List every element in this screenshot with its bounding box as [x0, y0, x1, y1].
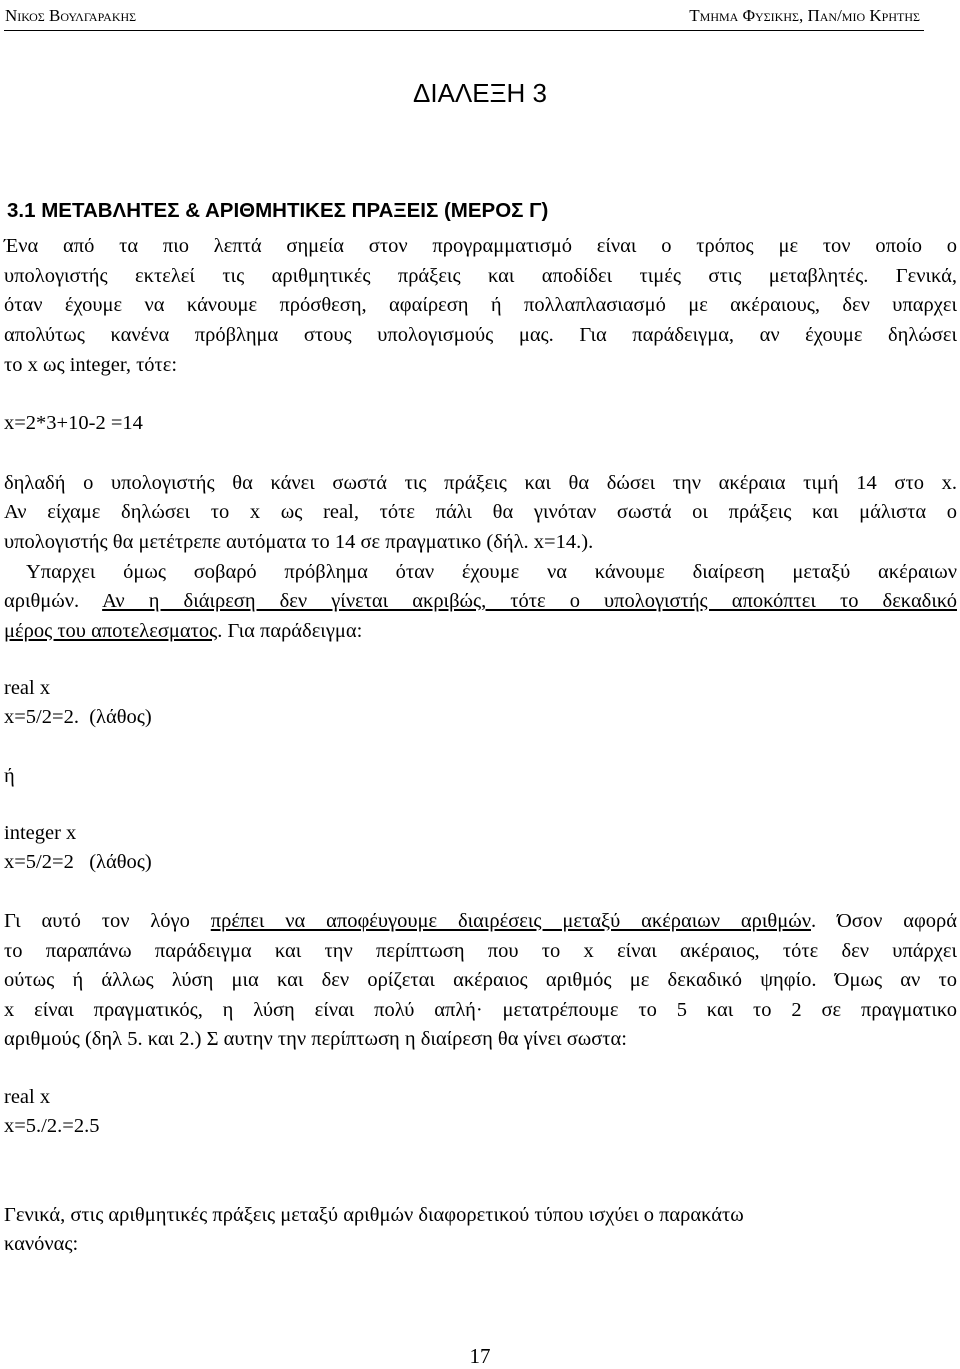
division-rule: πρέπει να αποφέυγουμε διαιρέσεις μεταξύ ακέραιων αριθμών — [210, 910, 811, 932]
para1-line-2: υπολογιστής εκτελεί τις αριθμητικές πράξεις και αποδίδει τιμές στις μεταβλητές. Γενικά, — [4, 265, 957, 287]
para3-start: Γι αυτό τον λόγο — [4, 910, 211, 932]
para2-line-6 — [4, 620, 362, 643]
para2-line-3: υπολογιστής θα μετέτρεπε αυτόματα το 14 σε πραγματικο (δήλ. x=14.). — [4, 531, 594, 553]
truncation-rule-part-2: μέρος του αποτελεσματος — [4, 620, 218, 642]
para3-line-4: x είναι πραγματικός, η λύση είναι πολύ απλή· μετατρέπουμε το 5 και το 2 σε πραγματικο — [4, 999, 957, 1021]
lecture-title: ΔΙΑΛΕΞΗ 3 — [413, 78, 547, 108]
para4-line-2: κανόνας: — [4, 1233, 79, 1255]
header-rule — [4, 30, 924, 31]
code1-line-2: x=5/2=2. (λάθος) — [4, 706, 152, 728]
page-number: 17 — [469, 1344, 491, 1368]
para2-line-4: Υπαρχει όμως σοβαρό πρόβλημα όταν έχουμε να κάνουμε διαίρεση μεταξύ ακέραιων — [26, 561, 957, 583]
para3-line-2: το παραπάνω παράδειγμα και την περίπτωση που το x είναι ακέραιος, τότε δεν υπάρχει — [4, 940, 957, 962]
para1-line-1: Ένα από τα πιο λεπτά σημεία στον προγραμματισμό είναι ο τρόπος με τον οποίο ο — [4, 235, 957, 257]
para3-line-1 — [4, 910, 957, 933]
or-word: ή — [4, 765, 15, 787]
para1-line-5: το x ως integer, τότε: — [4, 354, 178, 376]
para2-line-1: δηλαδή ο υπολογιστής θα κάνει σωστά τις πράξεις και θα δώσει την ακέραια τιμή 14 στο x. — [4, 472, 957, 494]
header-department: Τμημα Φυσικης, Παν/μιο Κρητης — [689, 6, 920, 25]
para4-line-1: Γενικά, στις αριθμητικές πράξεις μεταξύ αριθμών διαφορετικού τύπου ισχύει ο παρακάτω — [4, 1204, 744, 1226]
section-title: 3.1 ΜΕΤΑΒΛΗΤΕΣ & ΑΡΙΘΜΗΤΙΚΕΣ ΠΡΑΞΕΙΣ (ΜΕΡΟΣ Γ) — [7, 199, 549, 222]
para3-line-3: ούτως ή άλλως λύση μια και δεν ορίζεται ακέραιος αριθμός με δεκαδικό ψηφίο. Όμως αν το — [4, 969, 957, 991]
code3-line-2: x=5./2.=2.5 — [4, 1115, 100, 1137]
code2-line-2: x=5/2=2 (λάθος) — [4, 851, 152, 873]
example-expression: x=2*3+10-2 =14 — [4, 412, 143, 434]
truncation-rule-part-1: Αν η διάιρεση δεν γίνεται ακριβώς, τότε ο υπολογιστής αποκόπτει το δεκαδικό — [102, 590, 957, 612]
para3-line-5: αριθμούς (δηλ 5. και 2.) Σ αυτην την περίπτωση η διαίρεση θα γίνει σωστα: — [4, 1028, 627, 1050]
para2-line-5-lead: αριθμών. — [4, 590, 80, 612]
para3-rest: . Όσον αφορά — [810, 910, 958, 932]
para2-line-2: Αν είχαμε δηλώσει το x ως real, τότε πάλι θα γινόταν σωστά οι πράξεις και μάλιστα ο — [4, 501, 957, 523]
code2-line-1: integer x — [4, 822, 77, 844]
para1-line-3: όταν έχουμε να κάνουμε πρόσθεση, αφαίρεση ή πολλαπλασιασμό με ακέραιους, δεν υπαρχει — [4, 294, 957, 316]
code1-line-1: real x — [4, 677, 51, 699]
para1-line-4: απολύτως κανένα πρόβλημα στους υπολογισμούς μας. Για παράδειγμα, αν έχουμε δηλώσει — [4, 324, 957, 346]
code3-line-1: real x — [4, 1086, 51, 1108]
para2-line-5 — [4, 590, 957, 613]
para2-tail: . Για παράδειγμα: — [217, 620, 363, 642]
header-author: Νικος Βουλγαρακης — [5, 6, 137, 25]
